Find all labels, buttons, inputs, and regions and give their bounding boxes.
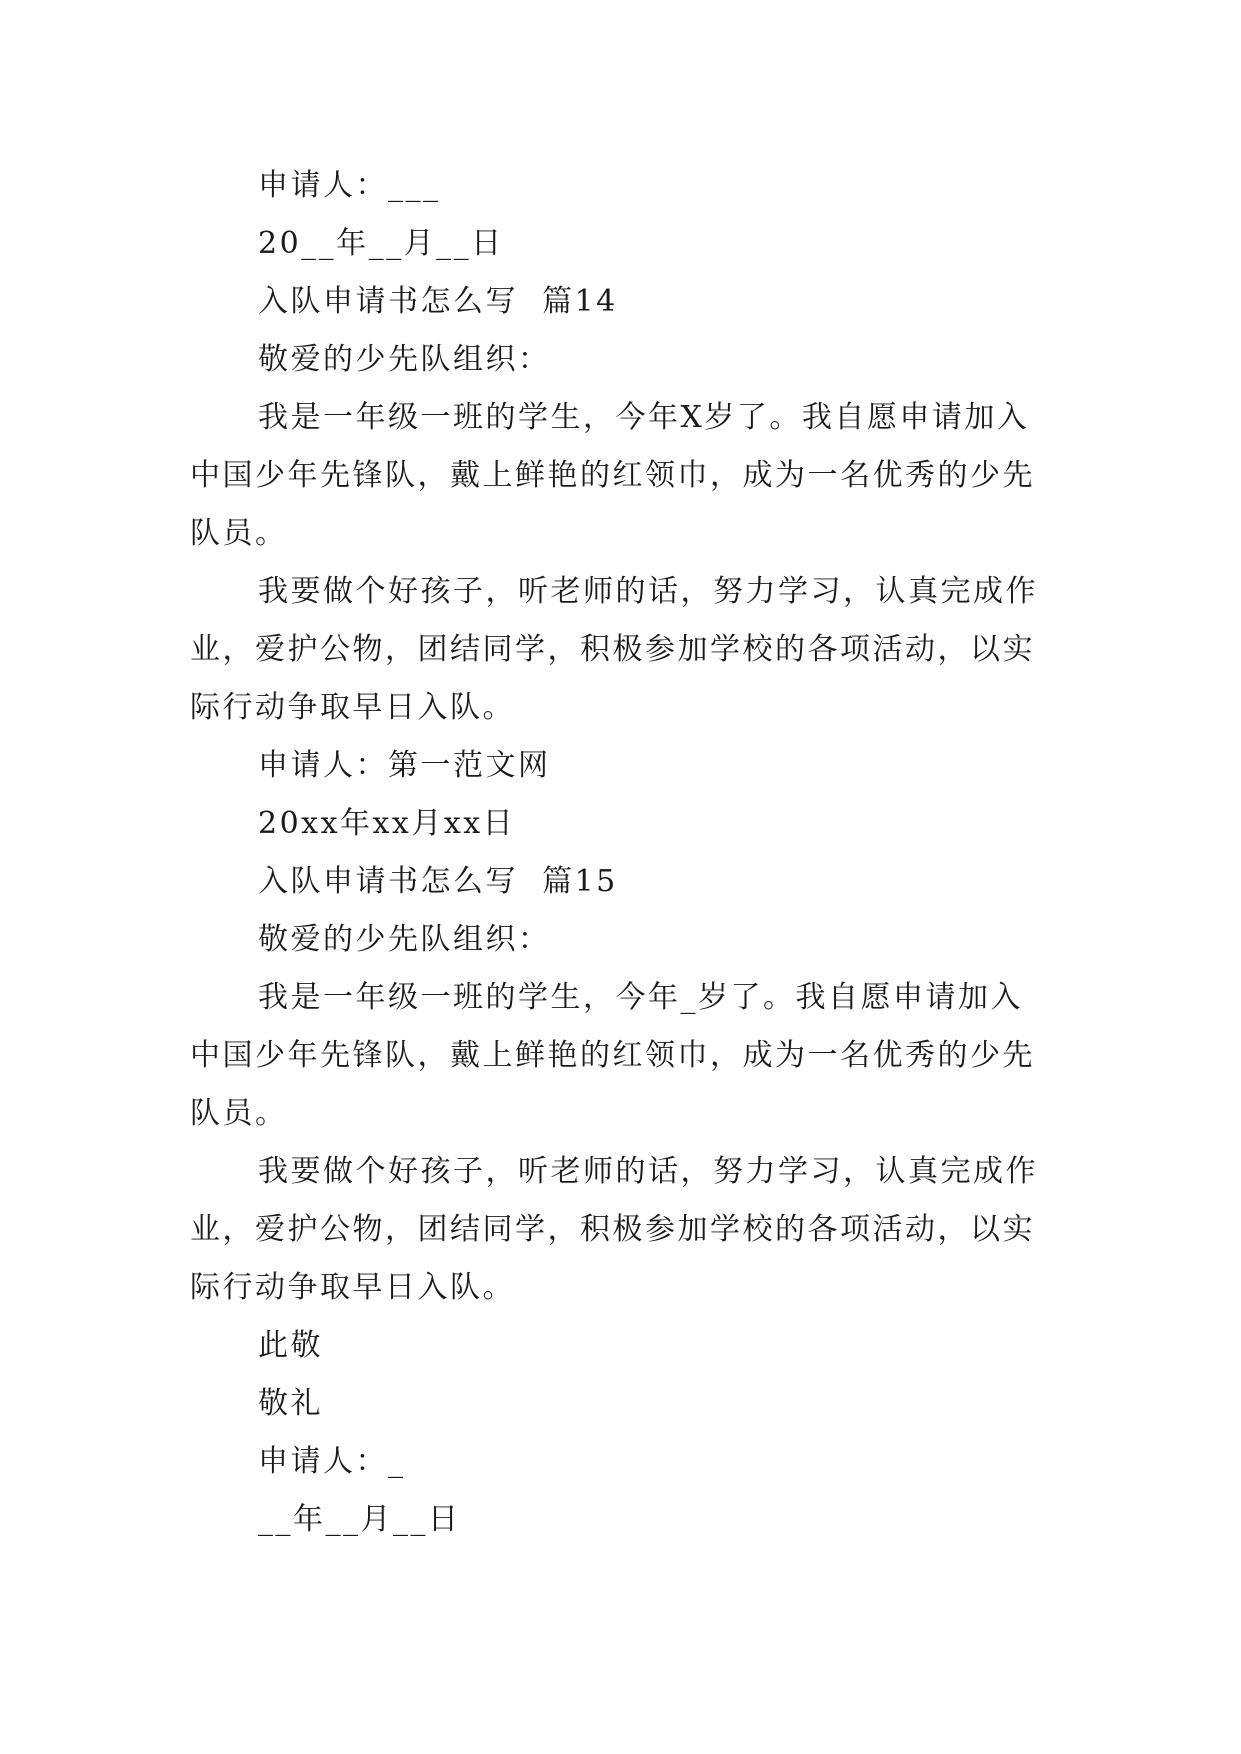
paragraph-line: 我要做个好孩子，听老师的话，努力学习，认真完成作: [258, 1154, 1038, 1189]
applicant-line: 申请人：___: [258, 168, 441, 203]
paragraph-line: 中国少年先锋队，戴上鲜艳的红领巾，成为一名优秀的少先: [190, 1038, 1035, 1073]
paragraph-line: 际行动争取早日入队。: [190, 1270, 515, 1305]
section-heading: 入队申请书怎么写 篇14: [258, 284, 618, 319]
paragraph-line: 我是一年级一班的学生，今年X岁了。我自愿申请加入: [258, 400, 1030, 435]
paragraph-line: 队员。: [190, 516, 288, 551]
applicant-line: 申请人：_: [258, 1444, 406, 1479]
paragraph-line: 际行动争取早日入队。: [190, 690, 515, 725]
salutation: 敬爱的少先队组织：: [258, 922, 551, 957]
section-heading: 入队申请书怎么写 篇15: [258, 864, 618, 899]
closing-line: 敬礼: [258, 1386, 323, 1421]
salutation: 敬爱的少先队组织：: [258, 342, 551, 377]
applicant-line: 申请人：第一范文网: [258, 748, 551, 783]
paragraph-line: 业，爱护公物，团结同学，积极参加学校的各项活动，以实: [190, 1212, 1035, 1247]
closing-line: 此敬: [258, 1328, 323, 1363]
date-line: __年__月__日: [258, 1502, 461, 1537]
paragraph-line: 我要做个好孩子，听老师的话，努力学习，认真完成作: [258, 574, 1038, 609]
paragraph-line: 业，爱护公物，团结同学，积极参加学校的各项活动，以实: [190, 632, 1035, 667]
paragraph-line: 我是一年级一班的学生，今年_岁了。我自愿申请加入: [258, 980, 1023, 1015]
paragraph-line: 队员。: [190, 1096, 288, 1131]
paragraph-line: 中国少年先锋队，戴上鲜艳的红领巾，成为一名优秀的少先: [190, 458, 1035, 493]
date-line: 20xx年xx月xx日: [258, 806, 516, 841]
date-line: 20__年__月__日: [258, 226, 504, 261]
